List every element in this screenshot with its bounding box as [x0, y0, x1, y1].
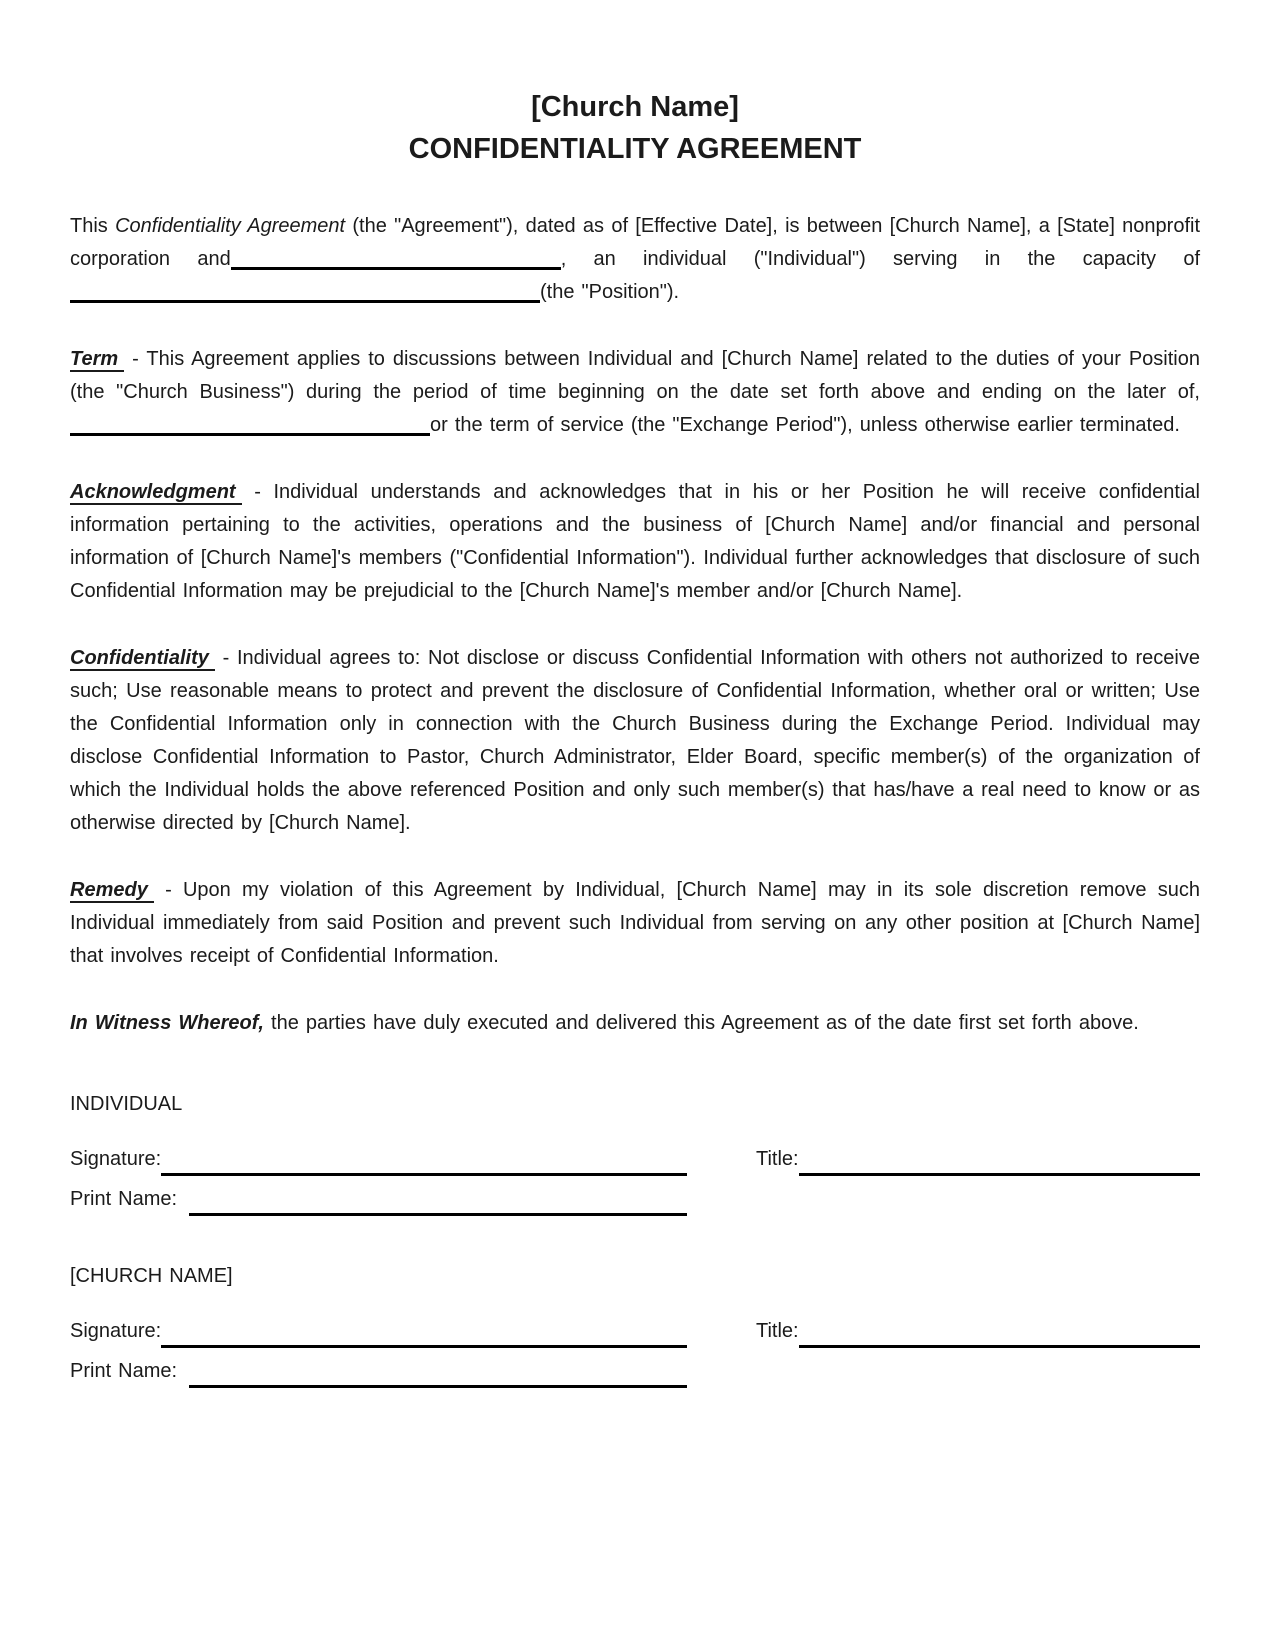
church-block-heading: [CHURCH NAME] [70, 1265, 233, 1287]
term-dash: - [132, 348, 139, 370]
individual-name-blank[interactable] [231, 250, 561, 270]
signature-label: Signature: [70, 1320, 162, 1342]
term-text-2: or the term of service (the "Exchange Period"), unless otherwise earlier terminated. [430, 414, 1180, 436]
confidentiality-section [70, 642, 1200, 840]
church-signature-blank[interactable] [161, 1322, 687, 1348]
intro-text-1: (the "Agreement"), dated as of [Effective Date], is between [Church Name], a [State] nonprofit corporation and [70, 215, 1201, 270]
term-section [70, 343, 1200, 442]
remedy-section [70, 874, 1200, 973]
term-end-date-blank[interactable] [70, 416, 430, 436]
individual-print-name-row [70, 1183, 1200, 1216]
individual-signature-row [70, 1143, 1200, 1176]
confidentiality-heading: Confidentiality [70, 647, 215, 671]
church-signature-row [70, 1315, 1200, 1348]
position-blank[interactable] [70, 283, 540, 303]
term-text-1: This Agreement applies to discussions between Individual and [Church Name] related to the duties of your Position (the "Church Business") during the period of time beginning on the date set forth above and ending on the later of, [70, 348, 1200, 403]
print-name-label: Print Name: [70, 1188, 178, 1210]
confidentiality-text: Individual agrees to: Not disclose or discuss Confidential Information with others not authorized to receive such; Use reasonable means to protect and prevent the disclosure of Confidential Information, whether oral or written; Use the Confidential Information only in connection with the Church Business during the Exchange Period. Individual may disclose Confidential Information to Pastor, Church Administrator, Elder Board, specific member(s) of the organization of which the Individual holds the above referenced Position and only such member(s) that has/have a real need to know or as otherwise directed by [Church Name]. [70, 647, 1200, 834]
acknowledgment-text: Individual understands and acknowledges that in his or her Position he will receive confidential information pertaining to the activities, operations and the business of [Church Name] and/or financial and personal information of [Church Name]'s members ("Confidential Information"). Individual further acknowledges that disclosure of such Confidential Information may be prejudicial to the [Church Name]'s member and/or [Church Name]. [70, 481, 1200, 602]
church-signature-field [70, 1315, 687, 1348]
church-print-name-field [70, 1355, 687, 1388]
individual-block-heading: INDIVIDUAL [70, 1093, 183, 1115]
individual-signature-field [70, 1143, 687, 1176]
term-heading: Term [70, 348, 124, 372]
signature-label: Signature: [70, 1148, 162, 1170]
individual-title-field [756, 1143, 1200, 1176]
intro-paragraph [70, 210, 1200, 309]
print-name-label: Print Name: [70, 1360, 178, 1382]
intro-text-2: , an individual ("Individual") serving in the capacity of [560, 248, 1200, 270]
witness-paragraph [70, 1007, 1200, 1040]
individual-title-blank[interactable] [799, 1150, 1200, 1176]
witness-lead: In Witness Whereof, [70, 1012, 264, 1034]
witness-text: the parties have duly executed and delivered this Agreement as of the date first set forth above. [271, 1012, 1139, 1034]
acknowledgment-dash: - [254, 481, 261, 503]
document-title: CONFIDENTIALITY AGREEMENT [408, 133, 862, 165]
remedy-dash: - [165, 879, 172, 901]
church-name-title: [Church Name] [531, 91, 739, 123]
individual-signature-blank[interactable] [161, 1150, 687, 1176]
remedy-text: Upon my violation of this Agreement by Individual, [Church Name] may in its sole discretion remove such Individual immediately from said Position and prevent such Individual from serving on any other position at [Church Name] that involves receipt of Confidential Information. [70, 879, 1200, 967]
title-label: Title: [756, 1320, 799, 1342]
church-print-name-row [70, 1355, 1200, 1388]
intro-text-3: (the "Position"). [540, 281, 680, 303]
remedy-heading: Remedy [70, 879, 154, 903]
confidentiality-dash: - [222, 647, 230, 669]
acknowledgment-heading: Acknowledgment [70, 481, 242, 505]
church-title-blank[interactable] [799, 1322, 1200, 1348]
agreement-name-italic: Confidentiality Agreement [115, 215, 346, 237]
title-label: Title: [756, 1148, 799, 1170]
individual-print-name-blank[interactable] [189, 1190, 687, 1216]
church-title-field [756, 1315, 1200, 1348]
intro-lead: This [70, 215, 108, 237]
church-print-name-blank[interactable] [189, 1362, 687, 1388]
individual-print-name-field [70, 1183, 687, 1216]
acknowledgment-section [70, 476, 1200, 608]
